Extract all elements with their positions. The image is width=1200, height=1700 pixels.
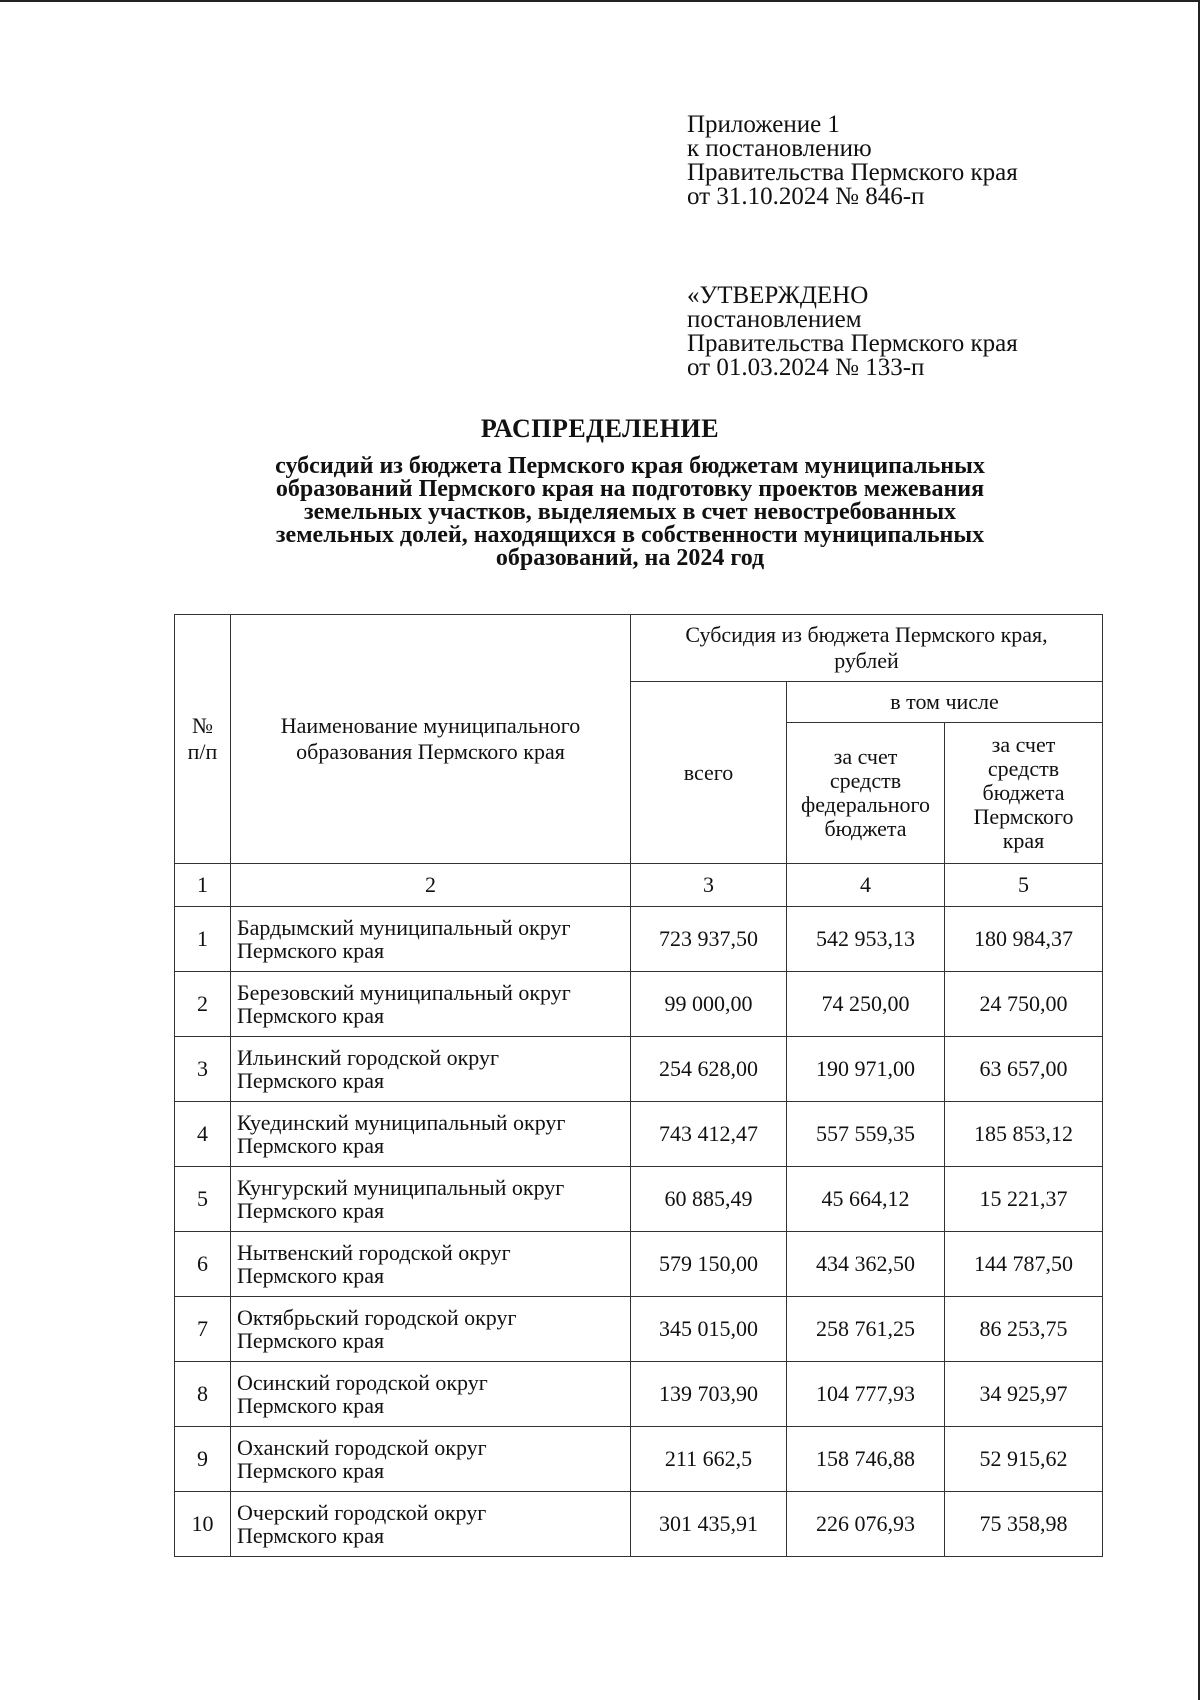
row-total-cell: 211 662,5 [631, 1427, 787, 1492]
table-row [175, 1167, 1103, 1232]
row-federal-cell: 190 971,00 [787, 1037, 945, 1102]
row-name-line: Бардымский муниципальный округ [237, 915, 571, 940]
header-name-cell [231, 615, 631, 864]
row-name-line: Пермского края [237, 1328, 385, 1353]
header-name-label: образования Пермского края [296, 739, 565, 764]
row-name-cell [231, 1102, 631, 1167]
header-row [175, 615, 1103, 682]
table-row [175, 972, 1103, 1037]
row-total-cell: 60 885,49 [631, 1167, 787, 1232]
row-federal-cell: 258 761,25 [787, 1297, 945, 1362]
row-num-cell: 4 [175, 1102, 231, 1167]
row-regional-cell: 24 750,00 [945, 972, 1103, 1037]
row-total-cell: 301 435,91 [631, 1492, 787, 1557]
row-name-cell [231, 1427, 631, 1492]
table-row [175, 1102, 1103, 1167]
column-number-row [175, 864, 1103, 907]
row-name-line: Пермского края [237, 1263, 385, 1288]
header-regional-label: бюджета [982, 780, 1065, 805]
header-regional-label: средств [987, 756, 1060, 781]
column-number-cell: 5 [945, 864, 1103, 907]
row-name-cell [231, 1297, 631, 1362]
row-total-cell: 254 628,00 [631, 1037, 787, 1102]
table-row [175, 1427, 1103, 1492]
row-federal-cell: 158 746,88 [787, 1427, 945, 1492]
row-name-cell [231, 1037, 631, 1102]
row-federal-cell: 226 076,93 [787, 1492, 945, 1557]
column-number-cell: 2 [231, 864, 631, 907]
row-name-line: Пермского края [237, 938, 385, 963]
row-total-cell: 579 150,00 [631, 1232, 787, 1297]
row-name-line: Березовский муниципальный округ [237, 980, 571, 1005]
row-federal-cell: 542 953,13 [787, 907, 945, 972]
row-regional-cell: 185 853,12 [945, 1102, 1103, 1167]
appendix-line: от 31.10.2024 № 846-п [687, 183, 925, 210]
row-name-cell [231, 1167, 631, 1232]
column-number-cell: 3 [631, 864, 787, 907]
header-including-cell: в том числе [787, 682, 1103, 723]
row-num-cell: 3 [175, 1037, 231, 1102]
header-federal-label: федерального [801, 792, 930, 817]
row-regional-cell: 15 221,37 [945, 1167, 1103, 1232]
row-name-line: Пермского края [237, 1133, 385, 1158]
row-num-cell: 9 [175, 1427, 231, 1492]
row-name-cell [231, 972, 631, 1037]
subtitle-line: образований Пермского края на подготовку проектов межевания [275, 476, 985, 502]
subtitle-line: субсидий из бюджета Пермского края бюджетам муниципальных [275, 453, 985, 479]
header-num-label: № [192, 713, 213, 738]
header-regional-label: Пермского [973, 804, 1074, 829]
row-num-cell: 1 [175, 907, 231, 972]
document-title: РАСПРЕДЕЛЕНИЕ [480, 414, 720, 443]
column-number-cell: 1 [175, 864, 231, 907]
row-regional-cell: 144 787,50 [945, 1232, 1103, 1297]
row-regional-cell: 63 657,00 [945, 1037, 1103, 1102]
row-regional-cell: 34 925,97 [945, 1362, 1103, 1427]
row-federal-cell: 45 664,12 [787, 1167, 945, 1232]
row-total-cell: 99 000,00 [631, 972, 787, 1037]
header-regional-label: края [1002, 828, 1045, 853]
document-subtitle [190, 455, 1070, 570]
approved-line: «УТВЕРЖДЕНО [687, 282, 869, 309]
scan-edge-top [0, 0, 1200, 2]
row-name-cell [231, 1362, 631, 1427]
distribution-table [174, 614, 1103, 1557]
appendix-line: Правительства Пермского края [687, 159, 1018, 186]
header-federal-label: за счет [833, 744, 898, 769]
row-name-cell [231, 1232, 631, 1297]
appendix-line: к постановлению [687, 135, 872, 162]
approved-line: от 01.03.2024 № 133-п [687, 354, 925, 381]
table-row [175, 1362, 1103, 1427]
row-total-cell: 139 703,90 [631, 1362, 787, 1427]
row-name-line: Оханский городской округ [237, 1435, 487, 1460]
header-num-label: п/п [187, 739, 218, 764]
row-name-line: Пермского края [237, 1523, 385, 1548]
row-name-line: Очерский городской округ [237, 1500, 487, 1525]
row-regional-cell: 180 984,37 [945, 907, 1103, 972]
row-federal-cell: 74 250,00 [787, 972, 945, 1037]
row-name-line: Пермского края [237, 1068, 385, 1093]
row-num-cell: 7 [175, 1297, 231, 1362]
header-federal-label: средств [829, 768, 902, 793]
row-num-cell: 5 [175, 1167, 231, 1232]
row-name-line: Осинский городской округ [237, 1370, 488, 1395]
row-name-line: Пермского края [237, 1198, 385, 1223]
row-total-cell: 743 412,47 [631, 1102, 787, 1167]
column-number-cell: 4 [787, 864, 945, 907]
appendix-line: Приложение 1 [687, 111, 840, 138]
header-subsidy-cell [631, 615, 1103, 682]
row-name-line: Октябрьский городской округ [237, 1305, 517, 1330]
row-num-cell: 2 [175, 972, 231, 1037]
header-num-cell [175, 615, 231, 864]
approved-line: постановлением [687, 306, 862, 333]
row-regional-cell: 75 358,98 [945, 1492, 1103, 1557]
row-name-line: Пермского края [237, 1003, 385, 1028]
row-name-line: Ильинский городской округ [237, 1045, 500, 1070]
approved-header [687, 284, 1018, 380]
row-regional-cell: 86 253,75 [945, 1297, 1103, 1362]
header-regional-label: за счет [991, 732, 1056, 757]
row-federal-cell: 557 559,35 [787, 1102, 945, 1167]
row-regional-cell: 52 915,62 [945, 1427, 1103, 1492]
table-row [175, 1297, 1103, 1362]
subtitle-line: земельных участков, выделяемых в счет невостребованных [303, 499, 957, 525]
table-row [175, 907, 1103, 972]
approved-line: Правительства Пермского края [687, 330, 1018, 357]
table-row [175, 1492, 1103, 1557]
row-name-line: Пермского края [237, 1458, 385, 1483]
subtitle-line: земельных долей, находящихся в собственности муниципальных [275, 522, 985, 548]
table-row [175, 1232, 1103, 1297]
row-name-line: Куединский муниципальный округ [237, 1110, 566, 1135]
row-num-cell: 10 [175, 1492, 231, 1557]
row-name-cell [231, 1492, 631, 1557]
header-name-label: Наименование муниципального [280, 713, 581, 738]
header-federal-cell [787, 723, 945, 864]
row-federal-cell: 104 777,93 [787, 1362, 945, 1427]
header-federal-label: бюджета [824, 816, 907, 841]
row-name-line: Пермского края [237, 1393, 385, 1418]
header-total-cell: всего [631, 682, 787, 864]
row-total-cell: 723 937,50 [631, 907, 787, 972]
row-name-cell [231, 907, 631, 972]
row-num-cell: 6 [175, 1232, 231, 1297]
subtitle-line: образований, на 2024 год [495, 545, 765, 571]
row-total-cell: 345 015,00 [631, 1297, 787, 1362]
appendix-header [687, 113, 1018, 209]
row-num-cell: 8 [175, 1362, 231, 1427]
header-subsidy-label: Субсидия из бюджета Пермского края, [685, 622, 1048, 647]
table-row [175, 1037, 1103, 1102]
row-name-line: Нытвенский городской округ [237, 1240, 511, 1265]
header-regional-cell [945, 723, 1103, 864]
header-subsidy-label: рублей [834, 648, 899, 673]
row-federal-cell: 434 362,50 [787, 1232, 945, 1297]
row-name-line: Кунгурский муниципальный округ [237, 1175, 565, 1200]
